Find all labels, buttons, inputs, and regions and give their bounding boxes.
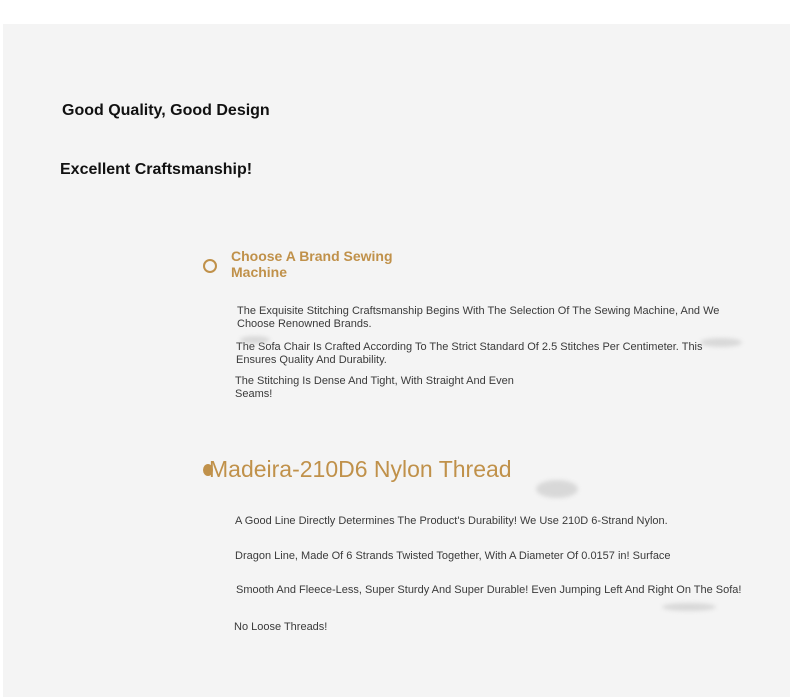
- section2-line: No Loose Threads!: [234, 621, 328, 633]
- section2-line: Dragon Line, Made Of 6 Strands Twisted Together, With A Diameter Of 0.0157 in! Surface: [235, 550, 671, 562]
- section1-paragraph: The Sofa Chair Is Crafted According To The Strict Standard Of 2.5 Stitches Per Centimeter. This Ensures Quality And Durability.: [236, 341, 703, 366]
- decorative-smudge: [700, 338, 742, 347]
- section1-paragraph: The Stitching Is Dense And Tight, With Straight And Even Seams!: [235, 375, 514, 400]
- heading-excellent-craftsmanship: Excellent Craftsmanship!: [60, 161, 253, 178]
- heading-good-quality: Good Quality, Good Design: [62, 102, 270, 119]
- section2-line: A Good Line Directly Determines The Product's Durability! We Use 210D 6-Strand Nylon.: [235, 515, 668, 527]
- section-title-sewing-machine: Choose A Brand Sewing Machine: [231, 248, 393, 280]
- section1-paragraph: The Exquisite Stitching Craftsmanship Begins With The Selection Of The Sewing Machine, And We Choose Renowned Brands.: [237, 305, 720, 330]
- decorative-smudge: [662, 603, 716, 611]
- section2-line: Smooth And Fleece-Less, Super Sturdy And Super Durable! Even Jumping Left And Right On The Sofa!: [236, 584, 742, 596]
- decorative-smudge: [240, 336, 270, 344]
- decorative-smudge: [536, 480, 578, 498]
- section-title-nylon-thread: Madeira-210D6 Nylon Thread: [209, 456, 512, 482]
- ring-icon: [203, 259, 217, 273]
